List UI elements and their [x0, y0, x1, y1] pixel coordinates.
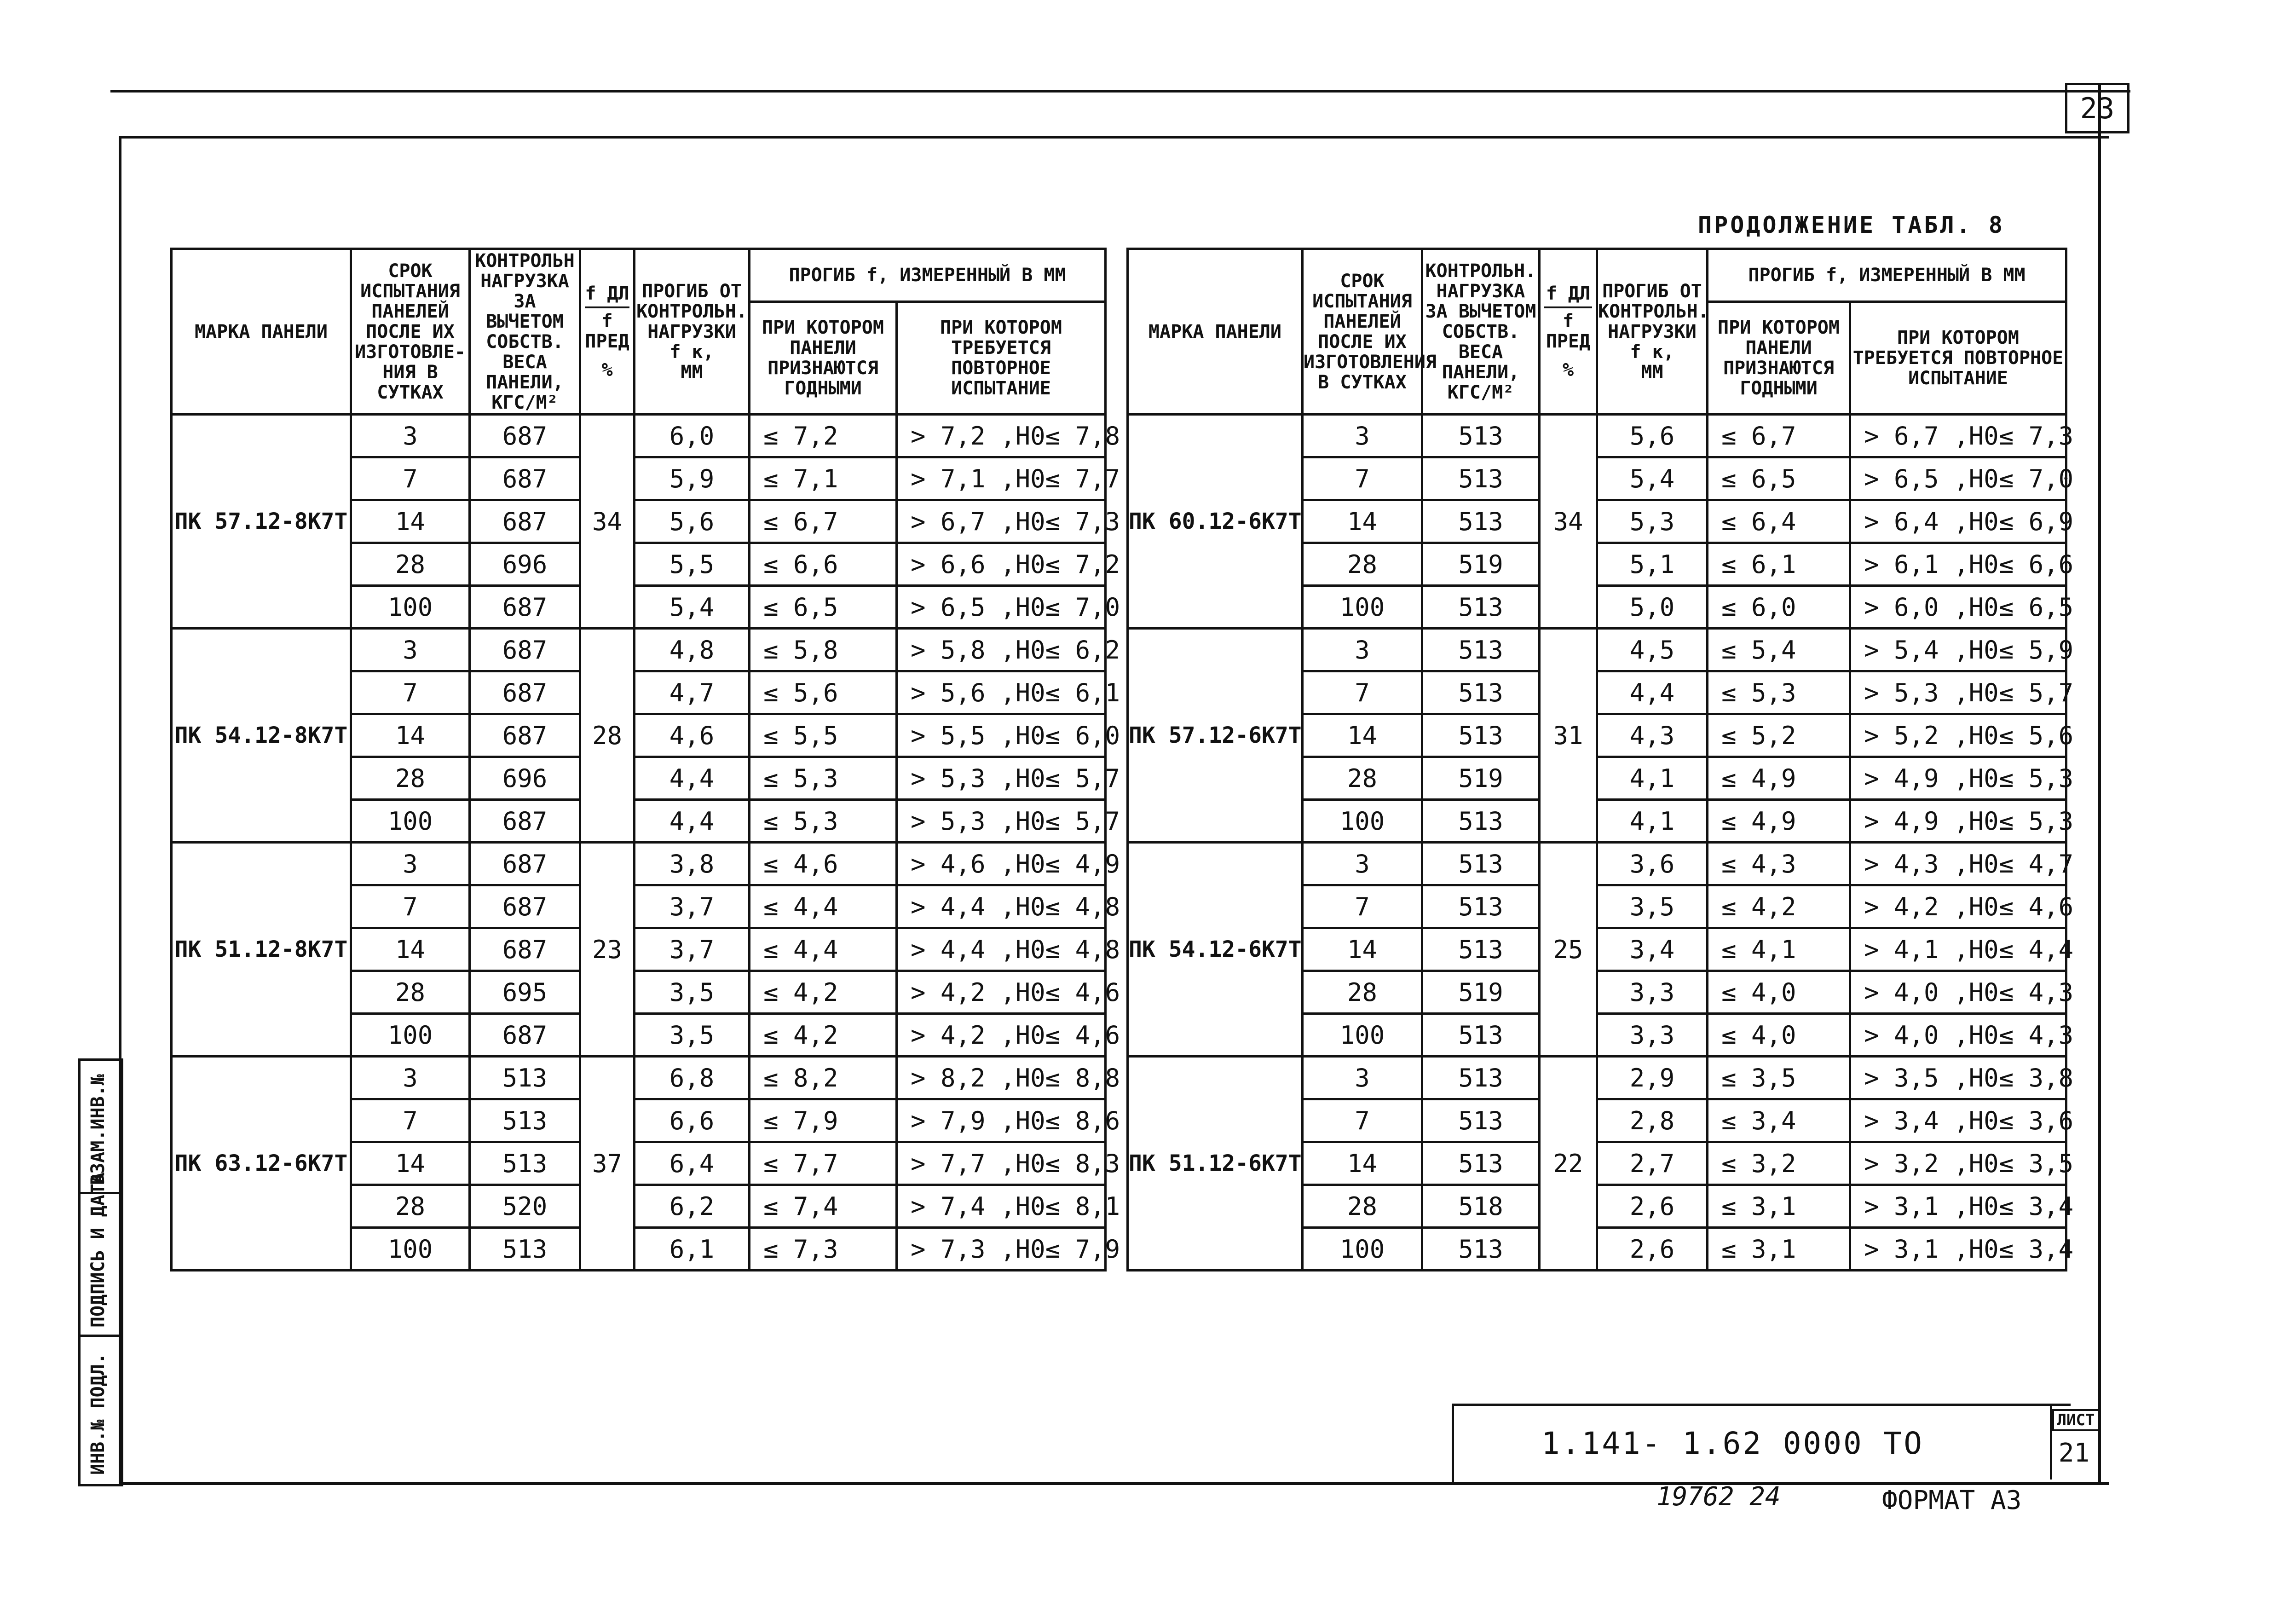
document-code: 1.141- 1.62 0000 ТО — [1541, 1426, 1924, 1461]
control-load: 519 — [1422, 543, 1540, 586]
control-deflection: 4,6 — [635, 714, 750, 757]
control-load: 687 — [470, 885, 580, 928]
retest-deflection: > 8,2 ,Н0≤ 8,8 — [897, 1057, 1106, 1099]
table-row — [172, 843, 1106, 885]
table-row — [1128, 415, 2066, 457]
accepted-deflection: ≤ 4,0 — [1708, 971, 1850, 1014]
top-rule — [110, 90, 2130, 92]
control-load: 519 — [1422, 971, 1540, 1014]
retest-deflection: > 5,4 ,Н0≤ 5,9 — [1850, 629, 2066, 671]
accepted-deflection: ≤ 8,2 — [750, 1057, 897, 1099]
page-number: 23 — [2065, 83, 2129, 133]
deflection-symbol: f к, — [669, 341, 714, 363]
control-load: 513 — [1422, 500, 1540, 543]
control-load: 513 — [1422, 671, 1540, 714]
retest-deflection: > 4,9 ,Н0≤ 5,3 — [1850, 800, 2066, 843]
accepted-deflection: ≤ 5,3 — [750, 800, 897, 843]
control-deflection: 4,1 — [1597, 757, 1708, 800]
header-age: СРОК ИСПЫТАНИЯ ПАНЕЛЕЙ ПОСЛЕ ИХ ИЗГОТОВЛЕНИЯ В СУТКАХ — [1303, 249, 1422, 415]
retest-deflection: > 4,2 ,Н0≤ 4,6 — [897, 1014, 1106, 1057]
accepted-deflection: ≤ 6,7 — [1708, 415, 1850, 457]
control-load: 513 — [1422, 1014, 1540, 1057]
retest-deflection: > 6,5 ,Н0≤ 7,0 — [897, 586, 1106, 629]
retest-deflection: > 7,1 ,Н0≤ 7,7 — [897, 457, 1106, 500]
accepted-deflection: ≤ 7,2 — [750, 415, 897, 457]
test-age: 7 — [1303, 885, 1422, 928]
control-load: 513 — [1422, 1057, 1540, 1099]
test-age: 100 — [351, 800, 470, 843]
header-retest: ПРИ КОТОРОМ ТРЕБУЕТСЯ ПОВТОРНОЕ ИСПЫТАНИЕ — [897, 302, 1106, 415]
right-table — [1126, 248, 2074, 1271]
retest-deflection: > 6,5 ,Н0≤ 7,0 — [1850, 457, 2066, 500]
accepted-deflection: ≤ 4,2 — [1708, 885, 1850, 928]
control-deflection: 2,9 — [1597, 1057, 1708, 1099]
test-age: 100 — [1303, 1014, 1422, 1057]
control-deflection: 4,7 — [635, 671, 750, 714]
ratio-top: f ДЛ — [1546, 283, 1591, 304]
ratio-value: 22 — [1540, 1057, 1597, 1271]
control-deflection: 4,3 — [1597, 714, 1708, 757]
accepted-deflection: ≤ 6,5 — [1708, 457, 1850, 500]
control-load: 696 — [470, 543, 580, 586]
accepted-deflection: ≤ 7,3 — [750, 1228, 897, 1271]
control-deflection: 3,6 — [1597, 843, 1708, 885]
control-load: 687 — [470, 500, 580, 543]
control-deflection: 3,7 — [635, 928, 750, 971]
panel-mark: ПК 51.12-8К7Т — [172, 843, 351, 1057]
control-load: 513 — [1422, 1228, 1540, 1271]
header-deflection — [1597, 249, 1708, 415]
control-load: 687 — [470, 629, 580, 671]
ratio-value: 25 — [1540, 843, 1597, 1057]
retest-deflection: > 5,3 ,Н0≤ 5,7 — [1850, 671, 2066, 714]
ratio-value: 34 — [1540, 415, 1597, 629]
control-deflection: 4,4 — [635, 757, 750, 800]
panel-mark: ПК 57.12-8К7Т — [172, 415, 351, 629]
test-age: 7 — [1303, 457, 1422, 500]
side-sign-date: ПОДПИСЬ И ДАТА — [87, 1172, 109, 1328]
test-age: 100 — [1303, 1228, 1422, 1271]
frame-right-border — [2098, 83, 2101, 1482]
control-load: 513 — [1422, 928, 1540, 971]
control-load: 687 — [470, 800, 580, 843]
header-load: КОНТРОЛЬН НАГРУЗКА ЗА ВЫЧЕТОМ СОБСТВ. ВЕСА ПАНЕЛИ, КГС/М² — [470, 249, 580, 415]
retest-deflection: > 4,4 ,Н0≤ 4,8 — [897, 885, 1106, 928]
retest-deflection: > 6,7 ,Н0≤ 7,3 — [897, 500, 1106, 543]
test-age: 28 — [351, 971, 470, 1014]
test-age: 7 — [1303, 671, 1422, 714]
control-deflection: 4,5 — [1597, 629, 1708, 671]
header-load: КОНТРОЛЬН. НАГРУЗКА ЗА ВЫЧЕТОМ СОБСТВ. ВЕСА ПАНЕЛИ, КГС/М² — [1422, 249, 1540, 415]
retest-deflection: > 6,6 ,Н0≤ 7,2 — [897, 543, 1106, 586]
retest-deflection: > 3,1 ,Н0≤ 3,4 — [1850, 1185, 2066, 1228]
retest-deflection: > 7,2 ,Н0≤ 7,8 — [897, 415, 1106, 457]
test-age: 28 — [351, 1185, 470, 1228]
test-age: 7 — [351, 885, 470, 928]
deflection-label: ПРОГИБ ОТ КОНТРОЛЬН. НАГРУЗКИ — [636, 280, 747, 342]
test-age: 28 — [1303, 543, 1422, 586]
accepted-deflection: ≤ 6,0 — [1708, 586, 1850, 629]
test-age: 3 — [351, 1057, 470, 1099]
retest-deflection: > 4,6 ,Н0≤ 4,9 — [897, 843, 1106, 885]
control-deflection: 5,5 — [635, 543, 750, 586]
test-age: 100 — [351, 586, 470, 629]
control-load: 695 — [470, 971, 580, 1014]
sheet-label: ЛИСТ — [2052, 1409, 2100, 1431]
control-deflection: 2,6 — [1597, 1228, 1708, 1271]
control-deflection: 5,6 — [635, 500, 750, 543]
control-load: 513 — [1422, 843, 1540, 885]
retest-deflection: > 4,3 ,Н0≤ 4,7 — [1850, 843, 2066, 885]
accepted-deflection: ≤ 3,2 — [1708, 1142, 1850, 1185]
control-deflection: 5,0 — [1597, 586, 1708, 629]
control-load: 513 — [470, 1057, 580, 1099]
test-age: 14 — [351, 500, 470, 543]
ratio-value: 23 — [580, 843, 635, 1057]
accepted-deflection: ≤ 5,6 — [750, 671, 897, 714]
retest-deflection: > 6,7 ,Н0≤ 7,3 — [1850, 415, 2066, 457]
test-age: 14 — [351, 928, 470, 971]
retest-deflection: > 5,3 ,Н0≤ 5,7 — [897, 757, 1106, 800]
accepted-deflection: ≤ 6,1 — [1708, 543, 1850, 586]
control-deflection: 3,3 — [1597, 1014, 1708, 1057]
ratio-fraction-line — [1544, 306, 1592, 308]
side-replaced-inv: ВЗАМ.ИНВ.№ — [87, 1074, 109, 1185]
retest-deflection: > 5,8 ,Н0≤ 6,2 — [897, 629, 1106, 671]
control-load: 513 — [1422, 714, 1540, 757]
accepted-deflection: ≤ 4,4 — [750, 885, 897, 928]
test-age: 28 — [1303, 971, 1422, 1014]
accepted-deflection: ≤ 5,2 — [1708, 714, 1850, 757]
panel-mark: ПК 57.12-6К7Т — [1128, 629, 1303, 843]
accepted-deflection: ≤ 3,5 — [1708, 1057, 1850, 1099]
ratio-value: 34 — [580, 415, 635, 629]
header-ratio — [1540, 249, 1597, 415]
header-mark: МАРКА ПАНЕЛИ — [172, 249, 351, 415]
control-load: 687 — [470, 457, 580, 500]
control-load: 687 — [470, 671, 580, 714]
control-deflection: 3,5 — [1597, 885, 1708, 928]
control-deflection: 6,6 — [635, 1099, 750, 1142]
test-age: 14 — [351, 1142, 470, 1185]
table-row — [172, 1057, 1106, 1099]
accepted-deflection: ≤ 5,3 — [1708, 671, 1850, 714]
accepted-deflection: ≤ 6,4 — [1708, 500, 1850, 543]
test-age: 100 — [1303, 800, 1422, 843]
continuation-title: ПРОДОЛЖЕНИЕ ТАБЛ. 8 — [1698, 212, 2005, 238]
test-age: 3 — [1303, 1057, 1422, 1099]
accepted-deflection: ≤ 7,7 — [750, 1142, 897, 1185]
test-age: 14 — [351, 714, 470, 757]
control-load: 513 — [470, 1099, 580, 1142]
control-load: 513 — [470, 1142, 580, 1185]
control-deflection: 5,4 — [1597, 457, 1708, 500]
retest-deflection: > 4,4 ,Н0≤ 4,8 — [897, 928, 1106, 971]
retest-deflection: > 4,2 ,Н0≤ 4,6 — [1850, 885, 2066, 928]
test-age: 100 — [351, 1014, 470, 1057]
header-mark: МАРКА ПАНЕЛИ — [1128, 249, 1303, 415]
accepted-deflection: ≤ 3,4 — [1708, 1099, 1850, 1142]
test-age: 3 — [351, 629, 470, 671]
accepted-deflection: ≤ 5,3 — [750, 757, 897, 800]
retest-deflection: > 6,1 ,Н0≤ 6,6 — [1850, 543, 2066, 586]
test-age: 28 — [1303, 757, 1422, 800]
control-load: 520 — [470, 1185, 580, 1228]
test-age: 3 — [1303, 843, 1422, 885]
retest-deflection: > 4,0 ,Н0≤ 4,3 — [1850, 971, 2066, 1014]
header-age: СРОК ИСПЫТАНИЯ ПАНЕЛЕЙ ПОСЛЕ ИХ ИЗГОТОВЛЕ- НИЯ В СУТКАХ — [351, 249, 470, 415]
panel-mark: ПК 60.12-6К7Т — [1128, 415, 1303, 629]
control-load: 519 — [1422, 757, 1540, 800]
ratio-top: f ДЛ — [585, 283, 629, 304]
ratio-value: 37 — [580, 1057, 635, 1271]
retest-deflection: > 6,0 ,Н0≤ 6,5 — [1850, 586, 2066, 629]
control-load: 513 — [1422, 586, 1540, 629]
test-age: 7 — [1303, 1099, 1422, 1142]
test-age: 28 — [1303, 1185, 1422, 1228]
control-load: 513 — [1422, 415, 1540, 457]
ratio-bottom: f ПРЕД — [585, 310, 629, 352]
retest-deflection: > 3,2 ,Н0≤ 3,5 — [1850, 1142, 2066, 1185]
control-load: 696 — [470, 757, 580, 800]
accepted-deflection: ≤ 3,1 — [1708, 1185, 1850, 1228]
test-age: 100 — [351, 1228, 470, 1271]
retest-deflection: > 5,5 ,Н0≤ 6,0 — [897, 714, 1106, 757]
test-age: 28 — [351, 543, 470, 586]
retest-deflection: > 4,1 ,Н0≤ 4,4 — [1850, 928, 2066, 971]
test-age: 7 — [351, 671, 470, 714]
header-accepted: ПРИ КОТОРОМ ПАНЕЛИ ПРИЗНАЮТСЯ ГОДНЫМИ — [1708, 302, 1850, 415]
test-age: 3 — [1303, 629, 1422, 671]
control-deflection: 5,6 — [1597, 415, 1708, 457]
accepted-deflection: ≤ 4,2 — [750, 1014, 897, 1057]
retest-deflection: > 7,7 ,Н0≤ 8,3 — [897, 1142, 1106, 1185]
header-measured: ПРОГИБ f, ИЗМЕРЕННЫЙ В ММ — [1708, 249, 2066, 302]
sheet-number: 21 — [2058, 1438, 2090, 1468]
control-deflection: 6,2 — [635, 1185, 750, 1228]
ratio-bottom: f ПРЕД — [1546, 310, 1591, 352]
control-load: 513 — [1422, 457, 1540, 500]
accepted-deflection: ≤ 7,9 — [750, 1099, 897, 1142]
retest-deflection: > 4,9 ,Н0≤ 5,3 — [1850, 757, 2066, 800]
accepted-deflection: ≤ 5,8 — [750, 629, 897, 671]
retest-deflection: > 3,1 ,Н0≤ 3,4 — [1850, 1228, 2066, 1271]
test-age: 14 — [1303, 1142, 1422, 1185]
control-load: 513 — [1422, 885, 1540, 928]
ratio-unit: % — [1562, 359, 1574, 381]
control-load: 687 — [470, 928, 580, 971]
ratio-value: 28 — [580, 629, 635, 843]
header-retest: ПРИ КОТОРОМ ТРЕБУЕТСЯ ПОВТОРНОЕ ИСПЫТАНИЕ — [1850, 302, 2066, 415]
control-load: 687 — [470, 714, 580, 757]
panel-mark: ПК 54.12-6К7Т — [1128, 843, 1303, 1057]
accepted-deflection: ≤ 4,6 — [750, 843, 897, 885]
panel-mark: ПК 51.12-6К7Т — [1128, 1057, 1303, 1271]
control-load: 513 — [1422, 629, 1540, 671]
control-deflection: 6,1 — [635, 1228, 750, 1271]
accepted-deflection: ≤ 3,1 — [1708, 1228, 1850, 1271]
deflection-label: ПРОГИБ ОТ КОНТРОЛЬН. НАГРУЗКИ — [1598, 280, 1709, 342]
header-accepted: ПРИ КОТОРОМ ПАНЕЛИ ПРИЗНАЮТСЯ ГОДНЫМИ — [750, 302, 897, 415]
deflection-unit: ММ — [681, 361, 703, 383]
control-load: 513 — [470, 1228, 580, 1271]
retest-deflection: > 6,4 ,Н0≤ 6,9 — [1850, 500, 2066, 543]
control-deflection: 3,3 — [1597, 971, 1708, 1014]
accepted-deflection: ≤ 7,1 — [750, 457, 897, 500]
control-deflection: 6,4 — [635, 1142, 750, 1185]
retest-deflection: > 7,4 ,Н0≤ 8,1 — [897, 1185, 1106, 1228]
retest-deflection: > 4,0 ,Н0≤ 4,3 — [1850, 1014, 2066, 1057]
paper-format: ФОРМАТ А3 — [1882, 1485, 2022, 1515]
deflection-symbol: f к, — [1630, 341, 1674, 363]
control-load: 687 — [470, 843, 580, 885]
accepted-deflection: ≤ 4,9 — [1708, 757, 1850, 800]
accepted-deflection: ≤ 4,2 — [750, 971, 897, 1014]
control-load: 513 — [1422, 1142, 1540, 1185]
retest-deflection: > 4,2 ,Н0≤ 4,6 — [897, 971, 1106, 1014]
control-load: 513 — [1422, 800, 1540, 843]
table-row — [172, 629, 1106, 671]
control-load: 518 — [1422, 1185, 1540, 1228]
table-row — [1128, 1057, 2066, 1099]
test-age: 3 — [351, 843, 470, 885]
retest-deflection: > 5,6 ,Н0≤ 6,1 — [897, 671, 1106, 714]
test-age: 7 — [351, 457, 470, 500]
control-deflection: 2,6 — [1597, 1185, 1708, 1228]
control-deflection: 3,7 — [635, 885, 750, 928]
table-row — [1128, 629, 2066, 671]
retest-deflection: > 3,5 ,Н0≤ 3,8 — [1850, 1057, 2066, 1099]
ratio-fraction-line — [585, 306, 629, 308]
control-deflection: 4,4 — [1597, 671, 1708, 714]
accepted-deflection: ≤ 5,5 — [750, 714, 897, 757]
control-deflection: 6,0 — [635, 415, 750, 457]
inventory-number: 19762 24 — [1656, 1482, 1781, 1512]
panel-mark: ПК 63.12-6К7Т — [172, 1057, 351, 1271]
control-load: 513 — [1422, 1099, 1540, 1142]
control-deflection: 2,7 — [1597, 1142, 1708, 1185]
test-age: 14 — [1303, 928, 1422, 971]
ratio-unit: % — [601, 359, 613, 381]
deflection-unit: ММ — [1641, 361, 1663, 383]
accepted-deflection: ≤ 4,0 — [1708, 1014, 1850, 1057]
test-age: 100 — [1303, 586, 1422, 629]
test-age: 14 — [1303, 500, 1422, 543]
control-load: 687 — [470, 415, 580, 457]
ratio-value: 31 — [1540, 629, 1597, 843]
test-age: 3 — [351, 415, 470, 457]
accepted-deflection: ≤ 7,4 — [750, 1185, 897, 1228]
control-deflection: 4,8 — [635, 629, 750, 671]
header-deflection — [635, 249, 750, 415]
control-load: 687 — [470, 1014, 580, 1057]
control-deflection: 6,8 — [635, 1057, 750, 1099]
test-age: 3 — [1303, 415, 1422, 457]
control-deflection: 5,4 — [635, 586, 750, 629]
retest-deflection: > 7,3 ,Н0≤ 7,9 — [897, 1228, 1106, 1271]
panel-mark: ПК 54.12-8К7Т — [172, 629, 351, 843]
table-row — [172, 415, 1106, 457]
control-deflection: 3,5 — [635, 971, 750, 1014]
control-deflection: 3,4 — [1597, 928, 1708, 971]
accepted-deflection: ≤ 5,4 — [1708, 629, 1850, 671]
control-deflection: 5,1 — [1597, 543, 1708, 586]
side-inv-orig: ИНВ.№ ПОДЛ. — [87, 1353, 109, 1475]
header-measured: ПРОГИБ f, ИЗМЕРЕННЫЙ В ММ — [750, 249, 1106, 302]
accepted-deflection: ≤ 6,6 — [750, 543, 897, 586]
control-load: 687 — [470, 586, 580, 629]
accepted-deflection: ≤ 4,4 — [750, 928, 897, 971]
control-deflection: 5,9 — [635, 457, 750, 500]
side-divider-2 — [78, 1335, 119, 1337]
test-age: 7 — [351, 1099, 470, 1142]
retest-deflection: > 3,4 ,Н0≤ 3,6 — [1850, 1099, 2066, 1142]
accepted-deflection: ≤ 4,3 — [1708, 843, 1850, 885]
test-age: 28 — [351, 757, 470, 800]
accepted-deflection: ≤ 6,7 — [750, 500, 897, 543]
retest-deflection: > 5,2 ,Н0≤ 5,6 — [1850, 714, 2066, 757]
control-deflection: 4,4 — [635, 800, 750, 843]
table-row — [1128, 843, 2066, 885]
control-deflection: 3,8 — [635, 843, 750, 885]
control-deflection: 3,5 — [635, 1014, 750, 1057]
retest-deflection: > 7,9 ,Н0≤ 8,6 — [897, 1099, 1106, 1142]
retest-deflection: > 5,3 ,Н0≤ 5,7 — [897, 800, 1106, 843]
accepted-deflection: ≤ 4,1 — [1708, 928, 1850, 971]
accepted-deflection: ≤ 4,9 — [1708, 800, 1850, 843]
control-deflection: 5,3 — [1597, 500, 1708, 543]
left-table — [170, 248, 1120, 1271]
control-deflection: 2,8 — [1597, 1099, 1708, 1142]
header-ratio — [580, 249, 635, 415]
control-deflection: 4,1 — [1597, 800, 1708, 843]
test-age: 14 — [1303, 714, 1422, 757]
accepted-deflection: ≤ 6,5 — [750, 586, 897, 629]
